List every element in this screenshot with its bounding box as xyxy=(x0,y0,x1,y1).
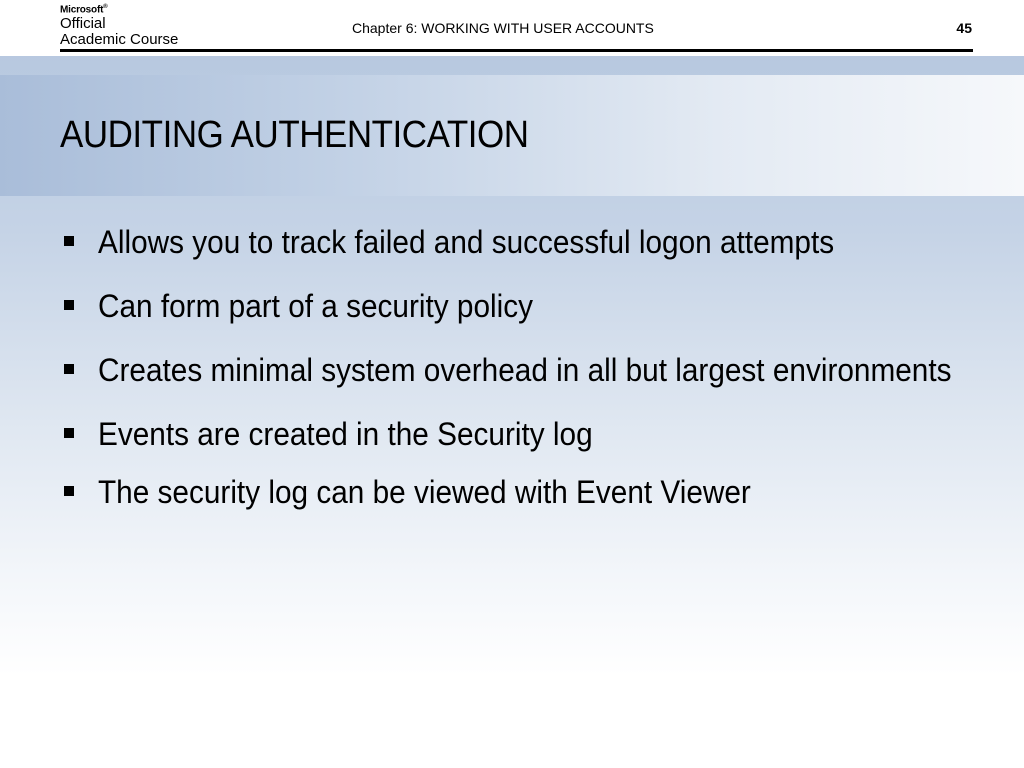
bullet-item xyxy=(60,222,980,262)
bullet-square-icon xyxy=(64,486,74,496)
course-logo xyxy=(60,4,178,47)
bullet-square-icon xyxy=(64,236,74,246)
bullet-text: Can form part of a security policy xyxy=(98,288,533,324)
logo-line-2: Academic Course xyxy=(60,31,179,49)
bullet-item xyxy=(60,472,980,512)
header-divider xyxy=(60,49,973,52)
bullet-square-icon xyxy=(64,364,74,374)
bullet-list xyxy=(60,222,980,536)
slide-title: AUDITING AUTHENTICATION xyxy=(60,114,529,156)
bullet-text: Allows you to track failed and successful logon attempts xyxy=(98,224,835,260)
bullet-item xyxy=(60,350,980,390)
bullet-square-icon xyxy=(64,428,74,438)
bullet-text: The security log can be viewed with Event Viewer xyxy=(98,474,751,510)
logo-line-1: Official xyxy=(60,15,106,33)
logo-brand: Microsoft® xyxy=(60,4,108,16)
bullet-item xyxy=(60,286,980,326)
bullet-square-icon xyxy=(64,300,74,310)
bullet-item xyxy=(60,414,980,454)
bullet-text: Events are created in the Security log xyxy=(98,416,593,452)
chapter-title: Chapter 6: WORKING WITH USER ACCOUNTS xyxy=(352,20,654,36)
page-number: 45 xyxy=(956,20,972,36)
slide-header xyxy=(0,0,1024,56)
bullet-text: Creates minimal system overhead in all but largest environments xyxy=(98,352,952,388)
